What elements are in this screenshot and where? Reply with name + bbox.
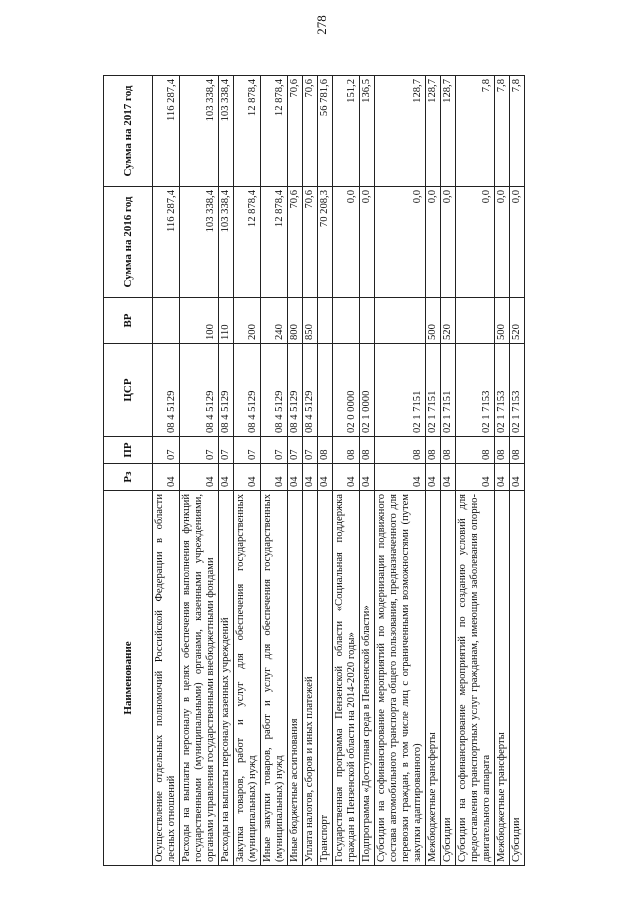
cell-sum-2017: 7,8	[456, 76, 495, 187]
cell-sum-2016: 12 878,4	[234, 187, 261, 298]
cell-sum-2017: 70,6	[288, 76, 303, 187]
cell-pr: 08	[360, 437, 375, 464]
table-row	[234, 76, 261, 866]
cell-rz: 04	[495, 464, 510, 491]
cell-sum-2017: 128,7	[426, 76, 441, 187]
header-pr: ПР	[104, 437, 153, 464]
cell-pr: 08	[495, 437, 510, 464]
cell-rz: 04	[333, 464, 360, 491]
cell-sum-2017: 7,8	[510, 76, 525, 187]
table-row	[441, 76, 456, 866]
table-body	[153, 76, 525, 866]
cell-name: Межбюджетные трансферты	[426, 491, 441, 866]
cell-sum-2017: 12 878,4	[234, 76, 261, 187]
table-row	[219, 76, 234, 866]
cell-vr: 800	[288, 298, 303, 344]
cell-pr: 07	[288, 437, 303, 464]
cell-sum-2016: 103 338,4	[219, 187, 234, 298]
cell-sum-2016: 103 338,4	[180, 187, 219, 298]
cell-pr: 08	[375, 437, 426, 464]
cell-rz: 04	[318, 464, 333, 491]
cell-pr: 07	[180, 437, 219, 464]
cell-sum-2016: 70,6	[288, 187, 303, 298]
cell-sum-2017: 116 287,4	[153, 76, 180, 187]
table-row	[375, 76, 426, 866]
cell-sum-2016: 0,0	[375, 187, 426, 298]
cell-csr: 02 1 7151	[375, 344, 426, 437]
cell-name: Расходы на выплаты персоналу казенных учреждений	[219, 491, 234, 866]
cell-pr: 08	[426, 437, 441, 464]
table-header-row	[104, 76, 153, 866]
cell-pr: 07	[153, 437, 180, 464]
cell-pr: 08	[318, 437, 333, 464]
cell-name: Закупка товаров, работ и услуг для обеспечения государственных (муниципальных) нужд	[234, 491, 261, 866]
cell-sum-2017: 103 338,4	[219, 76, 234, 187]
table-row	[333, 76, 360, 866]
cell-name: Субсидии на софинансирование мероприятий по модернизации подвижного состава автомобильного транспорта общего пользования, предназначенного для перевозки граждан, в том числе лиц с ограниченными возможностями (путем закупки адаптированного)	[375, 491, 426, 866]
cell-rz: 04	[180, 464, 219, 491]
cell-rz: 04	[153, 464, 180, 491]
cell-pr: 07	[219, 437, 234, 464]
cell-pr: 08	[441, 437, 456, 464]
cell-name: Подпрограмма «Доступная среда в Пензенской области»	[360, 491, 375, 866]
cell-sum-2017: 70,6	[303, 76, 318, 187]
cell-rz: 04	[510, 464, 525, 491]
cell-sum-2017: 128,7	[441, 76, 456, 187]
cell-rz: 04	[375, 464, 426, 491]
cell-sum-2016: 70,6	[303, 187, 318, 298]
cell-vr	[333, 298, 360, 344]
cell-name: Межбюджетные трансферты	[495, 491, 510, 866]
cell-csr: 08 4 5129	[153, 344, 180, 437]
budget-table	[103, 75, 525, 866]
cell-vr: 520	[441, 298, 456, 344]
cell-sum-2017: 128,7	[375, 76, 426, 187]
table-row	[456, 76, 495, 866]
cell-csr: 08 4 5129	[180, 344, 219, 437]
cell-sum-2016: 116 287,4	[153, 187, 180, 298]
cell-name: Субсидии на софинансирование мероприятий по созданию условий для предоставления транспортных услуг гражданам, имеющим заболевания опорно-двигательного аппарата	[456, 491, 495, 866]
cell-csr: 08 4 5129	[234, 344, 261, 437]
cell-sum-2017: 56 781,6	[318, 76, 333, 187]
cell-vr: 100	[180, 298, 219, 344]
cell-sum-2016: 0,0	[456, 187, 495, 298]
table-row	[495, 76, 510, 866]
page-number	[309, 0, 335, 52]
cell-vr	[360, 298, 375, 344]
cell-csr: 02 1 7153	[456, 344, 495, 437]
cell-pr: 08	[456, 437, 495, 464]
cell-name: Уплата налогов, сборов и иных платежей	[303, 491, 318, 866]
cell-pr: 08	[333, 437, 360, 464]
header-sum-2016: Сумма на 2016 год	[104, 187, 153, 298]
cell-name: Осуществление отдельных полномочий Российской Федерации в области лесных отношений	[153, 491, 180, 866]
cell-name: Транспорт	[318, 491, 333, 866]
cell-pr: 07	[303, 437, 318, 464]
header-vr: ВР	[104, 298, 153, 344]
cell-vr: 520	[510, 298, 525, 344]
header-name: Наименование	[104, 491, 153, 866]
cell-csr: 02 1 7151	[441, 344, 456, 437]
cell-csr: 02 1 7153	[495, 344, 510, 437]
cell-vr: 500	[426, 298, 441, 344]
table-row	[510, 76, 525, 866]
cell-rz: 04	[441, 464, 456, 491]
cell-sum-2016: 0,0	[495, 187, 510, 298]
table-row	[318, 76, 333, 866]
cell-vr: 850	[303, 298, 318, 344]
cell-vr: 200	[234, 298, 261, 344]
cell-vr: 500	[495, 298, 510, 344]
table-row	[360, 76, 375, 866]
cell-csr	[318, 344, 333, 437]
cell-csr: 02 1 7151	[426, 344, 441, 437]
cell-vr: 240	[261, 298, 288, 344]
table-row	[303, 76, 318, 866]
cell-vr	[318, 298, 333, 344]
cell-name: Иные закупки товаров, работ и услуг для обеспечения государственных (муниципальных) нужд	[261, 491, 288, 866]
cell-sum-2017: 103 338,4	[180, 76, 219, 187]
cell-sum-2017: 151,2	[333, 76, 360, 187]
cell-pr: 07	[234, 437, 261, 464]
cell-csr: 02 1 0000	[360, 344, 375, 437]
page-number-text: 278	[314, 15, 329, 35]
cell-rz: 04	[456, 464, 495, 491]
table-row	[261, 76, 288, 866]
cell-sum-2016: 0,0	[441, 187, 456, 298]
cell-name: Расходы на выплаты персоналу в целях обеспечения выполнения функций государственными (муниципальными) органами, казенными учреждениями, органами управления государственными внебюджетными фондами	[180, 491, 219, 866]
cell-rz: 04	[303, 464, 318, 491]
cell-csr: 08 4 5129	[219, 344, 234, 437]
rotated-table-container	[103, 76, 535, 866]
cell-name: Иные бюджетные ассигнования	[288, 491, 303, 866]
cell-sum-2016: 0,0	[426, 187, 441, 298]
cell-sum-2017: 136,5	[360, 76, 375, 187]
cell-sum-2016: 0,0	[360, 187, 375, 298]
cell-rz: 04	[288, 464, 303, 491]
cell-vr	[153, 298, 180, 344]
cell-sum-2016: 0,0	[510, 187, 525, 298]
header-rz: Рз	[104, 464, 153, 491]
cell-vr	[456, 298, 495, 344]
table-row	[288, 76, 303, 866]
cell-sum-2016: 12 878,4	[261, 187, 288, 298]
cell-name: Государственная программа Пензенской области «Социальная поддержка граждан в Пензенской области на 2014-2020 годы»	[333, 491, 360, 866]
cell-name: Субсидии	[441, 491, 456, 866]
table-row	[153, 76, 180, 866]
cell-sum-2016: 0,0	[333, 187, 360, 298]
cell-sum-2017: 12 878,4	[261, 76, 288, 187]
cell-csr: 02 0 0000	[333, 344, 360, 437]
header-sum-2017: Сумма на 2017 год	[104, 76, 153, 187]
cell-sum-2017: 7,8	[495, 76, 510, 187]
cell-csr: 02 1 7153	[510, 344, 525, 437]
table-row	[426, 76, 441, 866]
cell-name: Субсидии	[510, 491, 525, 866]
cell-rz: 04	[360, 464, 375, 491]
cell-rz: 04	[234, 464, 261, 491]
header-csr: ЦСР	[104, 344, 153, 437]
cell-vr: 110	[219, 298, 234, 344]
cell-rz: 04	[426, 464, 441, 491]
cell-rz: 04	[261, 464, 288, 491]
cell-rz: 04	[219, 464, 234, 491]
cell-csr: 08 4 5129	[288, 344, 303, 437]
table-row	[180, 76, 219, 866]
cell-csr: 08 4 5129	[261, 344, 288, 437]
cell-pr: 07	[261, 437, 288, 464]
cell-vr	[375, 298, 426, 344]
cell-sum-2016: 70 208,3	[318, 187, 333, 298]
cell-pr: 08	[510, 437, 525, 464]
cell-csr: 08 4 5129	[303, 344, 318, 437]
